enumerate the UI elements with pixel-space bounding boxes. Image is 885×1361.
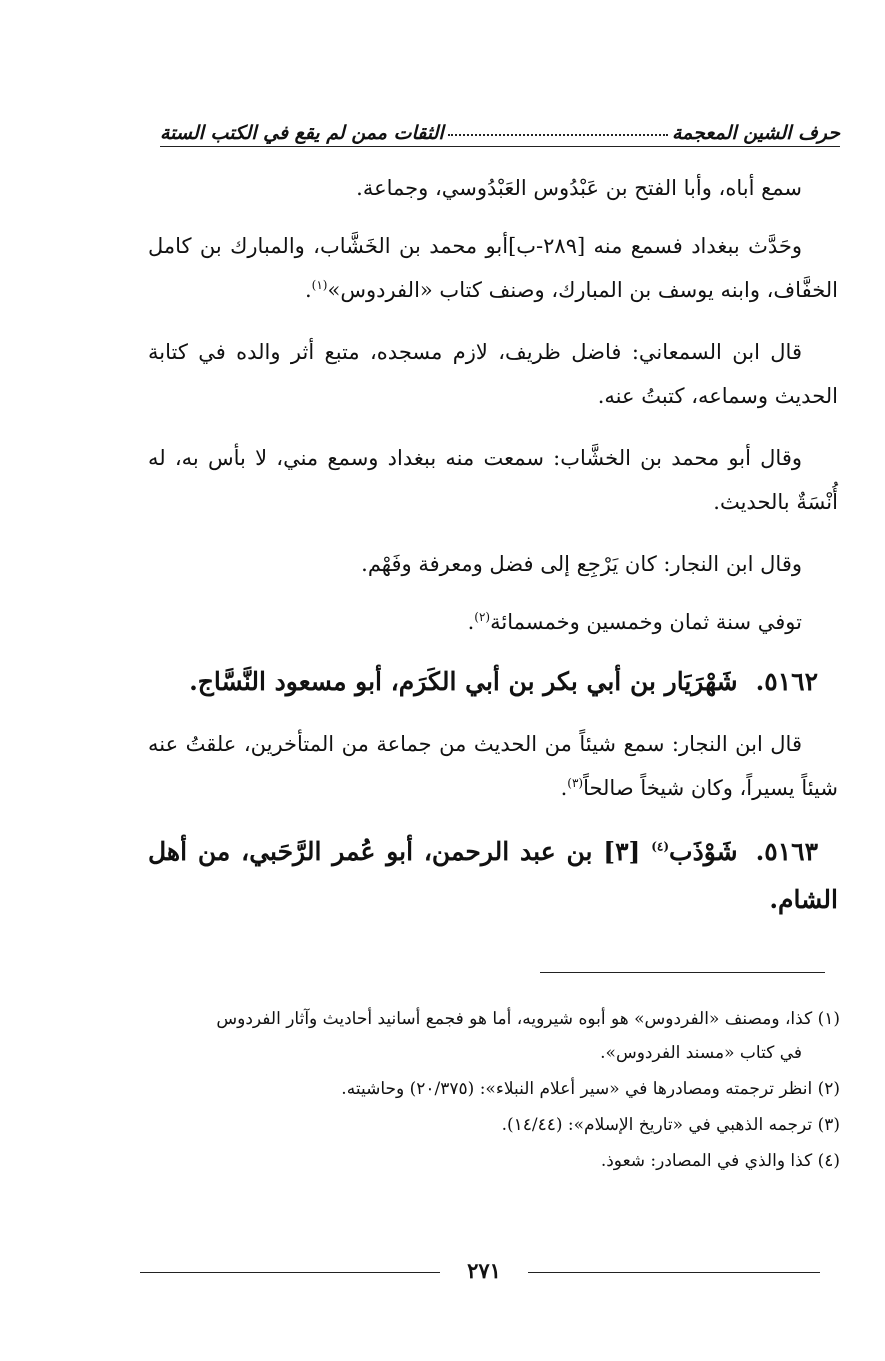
footer-rule-left bbox=[140, 1272, 440, 1273]
paragraph bbox=[148, 722, 838, 810]
biography-entry-heading bbox=[148, 828, 838, 924]
footnotes bbox=[130, 1002, 840, 1180]
paragraph bbox=[148, 436, 838, 524]
biography-entry-heading bbox=[148, 658, 838, 706]
running-header bbox=[160, 108, 840, 144]
footnote-ref[interactable]: (٤) bbox=[651, 839, 670, 854]
header-rule bbox=[160, 146, 840, 147]
paragraph bbox=[148, 224, 838, 312]
paragraph bbox=[148, 542, 838, 586]
footnote bbox=[130, 1144, 840, 1178]
paragraph-end: . bbox=[560, 776, 568, 800]
header-dotted-leader bbox=[448, 134, 668, 136]
entry-number: ٥١٦٣. bbox=[755, 837, 818, 866]
paragraph-text: وقال أبو محمد بن الخشَّاب: سمعت منه ببغداد وسمع مني، لا بأس به، له أُنْسَةٌ بالحديث. bbox=[148, 446, 838, 514]
footnote-text: ترجمه الذهبي في «تاريخ الإسلام»: (١٤/٤٤). bbox=[501, 1115, 813, 1135]
header-book-title: الثقات ممن لم يقع في الكتب الستة bbox=[160, 122, 444, 144]
footnote-label: (١) bbox=[817, 1009, 840, 1029]
footnote-text-continued: في كتاب «مسند الفردوس». bbox=[600, 1043, 802, 1063]
footnote-label: (٤) bbox=[817, 1151, 840, 1171]
paragraph-end: . bbox=[304, 278, 312, 302]
page-number: ٢٧١ bbox=[467, 1258, 501, 1283]
paragraph bbox=[148, 166, 838, 210]
paragraph-text: قال ابن السمعاني: فاضل ظريف، لازم مسجده، متبع أثر والده في كتابة الحديث وسماعه، كتبتُ عنه. bbox=[148, 340, 838, 408]
footnote bbox=[130, 1072, 840, 1106]
footnote-separator bbox=[540, 972, 825, 973]
footnote-ref[interactable]: (٢) bbox=[474, 610, 491, 624]
header-chapter-title: حرف الشين المعجمة bbox=[671, 122, 840, 144]
paragraph-end: . bbox=[467, 610, 475, 634]
footnote bbox=[130, 1002, 840, 1070]
paragraph bbox=[148, 330, 838, 418]
footnote-text: كذا، ومصنف «الفردوس» هو أبوه شيرويه، أما هو فجمع أسانيد أحاديث وآثار الفردوس bbox=[216, 1009, 813, 1029]
paragraph-text: وقال ابن النجار: كان يَرْجِع إلى فضل ومعرفة وفَهْم. bbox=[361, 552, 802, 576]
entry-name: شَوْذَب bbox=[669, 837, 738, 866]
paragraph-text: سمع أباه، وأبا الفتح بن عَبْدُوس العَبْدُوسي، وجماعة. bbox=[356, 176, 802, 200]
paragraph-text: وحَدَّث ببغداد فسمع منه [٢٨٩-ب]أبو محمد بن الخَشَّاب، والمبارك بن كامل الخفَّاف، وابنه يوسف بن المبارك، وصنف كتاب «الفردوس» bbox=[148, 234, 838, 302]
entry-title: [٣] بن عبد الرحمن، أبو عُمر الرَّحَبي، من أهل الشام. bbox=[148, 837, 838, 914]
main-text bbox=[148, 166, 838, 940]
footnote-ref[interactable]: (١) bbox=[311, 278, 328, 292]
footnote bbox=[130, 1108, 840, 1142]
footer-rule-right bbox=[528, 1272, 820, 1273]
entry-number: ٥١٦٢. bbox=[755, 667, 818, 696]
footnote-text: كذا والذي في المصادر: شعوذ. bbox=[600, 1151, 813, 1171]
paragraph bbox=[148, 600, 838, 644]
footnote-label: (٣) bbox=[817, 1115, 840, 1135]
footnote-text: انظر ترجمته ومصادرها في «سير أعلام النبلاء»: (٢٠/٣٧٥) وحاشيته. bbox=[341, 1079, 813, 1099]
entry-title: شَهْرَيَار بن أبي بكر بن أبي الكَرَم، أبو مسعود النَّسَّاج. bbox=[189, 667, 738, 696]
footnote-label: (٢) bbox=[817, 1079, 840, 1099]
paragraph-text: قال ابن النجار: سمع شيئاً من الحديث من جماعة من المتأخرين، علقتُ عنه شيئاً يسيراً، وكان شيخاً صالحاً bbox=[148, 732, 838, 800]
footnote-ref[interactable]: (٣) bbox=[567, 776, 584, 790]
paragraph-text: توفي سنة ثمان وخمسين وخمسمائة bbox=[490, 610, 802, 634]
